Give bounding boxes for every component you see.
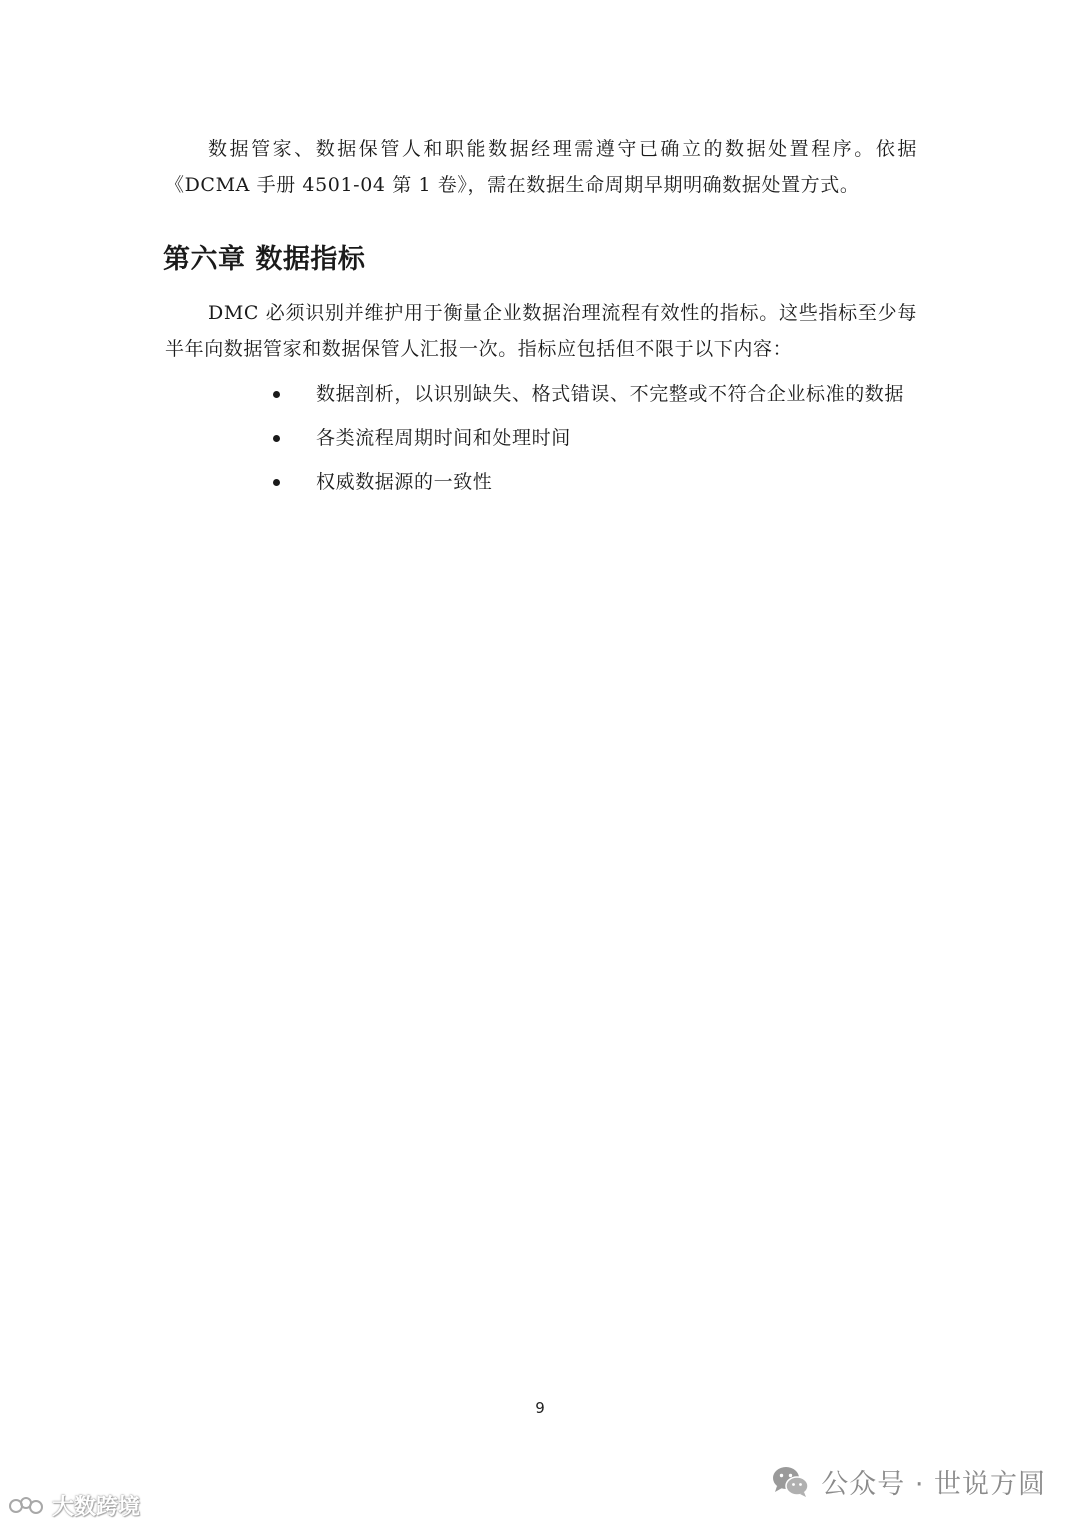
site-logo-icon (8, 1494, 48, 1518)
list-item-text: 数据剖析，以识别缺失、格式错误、不完整或不符合企业标准的数据 (316, 383, 905, 405)
list-item (229, 464, 917, 500)
bullet-icon (273, 435, 280, 442)
bullet-icon (273, 479, 280, 486)
wechat-watermark (771, 1462, 1046, 1501)
wechat-icon (771, 1465, 811, 1499)
list-item-text: 各类流程周期时间和处理时间 (316, 427, 571, 449)
body-paragraph-2: DMC 必须识别并维护用于衡量企业数据治理流程有效性的指标。这些指标至少每半年向数据管家和数据保管人汇报一次。指标应包括但不限于以下内容： (165, 302, 917, 360)
list-item-text: 权威数据源的一致性 (316, 471, 493, 493)
wechat-account-text: 公众号 · 世说方圆 (821, 1469, 1046, 1500)
list-item (229, 420, 917, 456)
site-watermark (8, 1490, 140, 1521)
body-paragraph-1: 数据管家、数据保管人和职能数据经理需遵守已确立的数据处置程序。依据《DCMA 手册 4501-04 第 1 卷》，需在数据生命周期早期明确数据处置方式。 (165, 138, 917, 196)
bullet-icon (273, 391, 280, 398)
page-number: 9 (535, 1399, 545, 1417)
list-item (229, 376, 917, 412)
chapter-heading: 第六章 数据指标 (163, 244, 366, 275)
bullet-list (229, 376, 917, 508)
site-logo-text: 大数跨境 (52, 1495, 141, 1520)
